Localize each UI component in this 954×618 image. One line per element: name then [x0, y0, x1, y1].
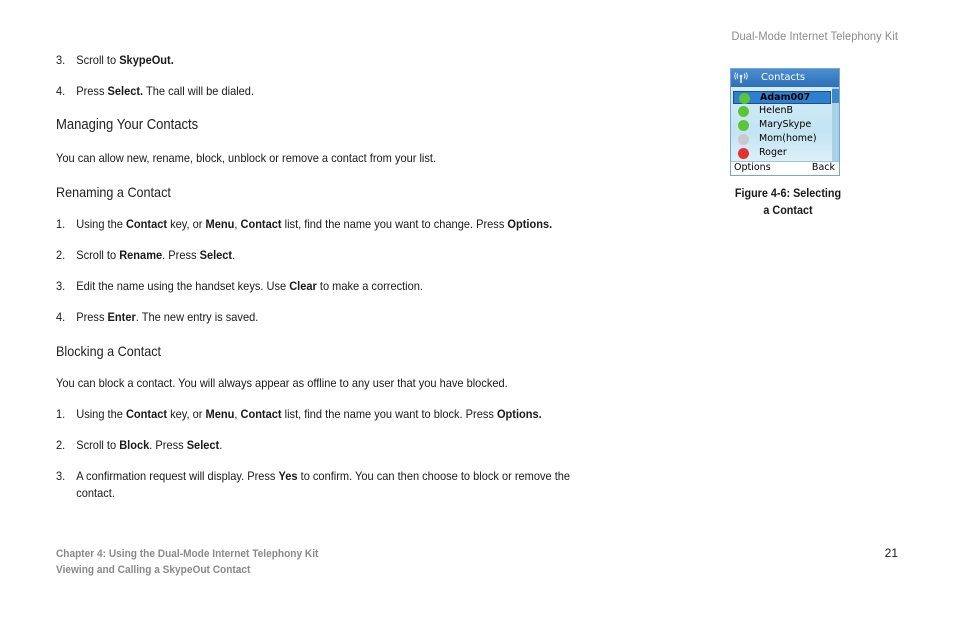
back-softkey: Back: [811, 162, 835, 173]
step-text-part: Edit the name using the handset keys. Use: [76, 279, 290, 293]
step-bold-term: Enter: [107, 310, 136, 324]
contact-row: [733, 105, 831, 118]
step-bold-term: SkypeOut.: [119, 53, 174, 67]
step-number: 2.: [56, 438, 66, 452]
contact-row: [733, 119, 831, 132]
section-heading-managing: Managing Your Contacts: [56, 117, 199, 133]
step-number: 3.: [56, 53, 66, 67]
step-text-part: Using the: [76, 217, 126, 231]
step-text-part: . Press: [162, 248, 200, 262]
contact-name: HelenB: [759, 105, 794, 116]
contact-row: [733, 133, 831, 146]
step-text: [76, 468, 570, 485]
step-text-part: to confirm. You can then choose to block or remove the: [297, 469, 571, 483]
step-bold-term: Select.: [107, 84, 144, 98]
step-text-part: Scroll to: [76, 248, 120, 262]
step-text-part: The call will be dialed.: [143, 84, 255, 98]
phone-title-bar: [731, 69, 839, 87]
step-text-part: Press: [76, 310, 108, 324]
step-text-part: key, or: [167, 407, 206, 421]
step-bold-term: Contact: [125, 217, 168, 231]
step-text-part: key, or: [167, 217, 206, 231]
step-bold-term: Block: [119, 438, 150, 452]
step-bold-term: Options.: [496, 407, 542, 421]
step-text-part: .: [232, 248, 236, 262]
figure-caption-line: a Contact: [763, 203, 813, 217]
step-text: [76, 216, 552, 233]
step-bold-term: Menu: [205, 217, 235, 231]
section-intro: You can block a contact. You will always appear as offline to any user that you have blocked.: [56, 376, 508, 390]
page-number: 21: [884, 546, 898, 560]
step-number: 3.: [56, 279, 66, 293]
step-text: [76, 247, 235, 264]
step-number: 2.: [56, 248, 66, 262]
step-bold-term: Select: [186, 438, 220, 452]
phone-contacts-screenshot: [730, 68, 840, 176]
step-text: contact.: [76, 486, 115, 500]
step-text-part: list, find the name you want to change. Press: [281, 217, 508, 231]
figure-caption-line: Figure 4-6: Selecting: [734, 186, 842, 200]
step-bold-term: Contact: [240, 407, 282, 421]
step-text-part: Scroll to: [76, 438, 120, 452]
step-number: 1.: [56, 217, 66, 231]
step-number: 1.: [56, 407, 66, 421]
step-text-part: Press: [76, 84, 108, 98]
subsection-heading-blocking: Blocking a Contact: [56, 343, 162, 359]
step-text: [76, 406, 542, 423]
step-text: [76, 52, 174, 69]
step-bold-term: Yes: [278, 469, 298, 483]
signal-antenna-icon: [734, 72, 748, 83]
phone-scrollbar-thumb: [832, 89, 839, 103]
footer-section-title: Viewing and Calling a SkypeOut Contact: [56, 564, 251, 576]
step-bold-term: Contact: [125, 407, 168, 421]
options-softkey: Options: [734, 162, 771, 173]
online-status-icon: [739, 93, 750, 104]
step-text-part: Scroll to: [76, 53, 120, 67]
section-intro: You can allow new, rename, block, unblock or remove a contact from your list.: [56, 151, 437, 165]
step-text: [76, 309, 258, 326]
contact-name: Mom(home): [759, 133, 817, 144]
step-bold-term: Select: [199, 248, 233, 262]
step-bold-term: Clear: [289, 279, 317, 293]
phone-screen-title: Contacts: [761, 72, 806, 83]
blocked-status-icon: [738, 148, 749, 159]
contact-name: Roger: [759, 147, 787, 158]
step-bold-term: Rename: [119, 248, 163, 262]
step-number: 3.: [56, 469, 66, 483]
step-text-part: ,: [234, 217, 241, 231]
step-text: [76, 278, 423, 295]
step-number: 4.: [56, 84, 66, 98]
footer-chapter-title: Chapter 4: Using the Dual-Mode Internet Telephony Kit: [56, 548, 319, 560]
step-bold-term: Menu: [205, 407, 235, 421]
running-header: Dual-Mode Internet Telephony Kit: [731, 29, 898, 43]
offline-status-icon: [738, 134, 749, 145]
step-text-part: to make a correction.: [316, 279, 423, 293]
step-text-part: ,: [234, 407, 241, 421]
step-text: [76, 437, 222, 454]
contact-row: [733, 91, 831, 104]
contact-row: [733, 147, 831, 160]
step-text: [76, 83, 254, 100]
step-text-part: .: [219, 438, 223, 452]
figure-caption: [716, 185, 860, 219]
online-status-icon: [738, 106, 749, 117]
phone-softkey-bar: [731, 161, 839, 175]
contact-name: Adam007: [760, 92, 811, 103]
footer-chapter-info: [56, 546, 318, 578]
step-bold-term: Contact: [240, 217, 282, 231]
step-text-part: list, find the name you want to block. Press: [281, 407, 497, 421]
step-text-part: . The new entry is saved.: [135, 310, 259, 324]
step-number: 4.: [56, 310, 66, 324]
step-text-part: Using the: [76, 407, 126, 421]
step-bold-term: Options.: [507, 217, 553, 231]
step-text-part: . Press: [149, 438, 187, 452]
subsection-heading-renaming: Renaming a Contact: [56, 184, 171, 200]
step-text-part: A confirmation request will display. Press: [76, 469, 279, 483]
online-status-icon: [738, 120, 749, 131]
contact-name: MarySkype: [759, 119, 812, 130]
